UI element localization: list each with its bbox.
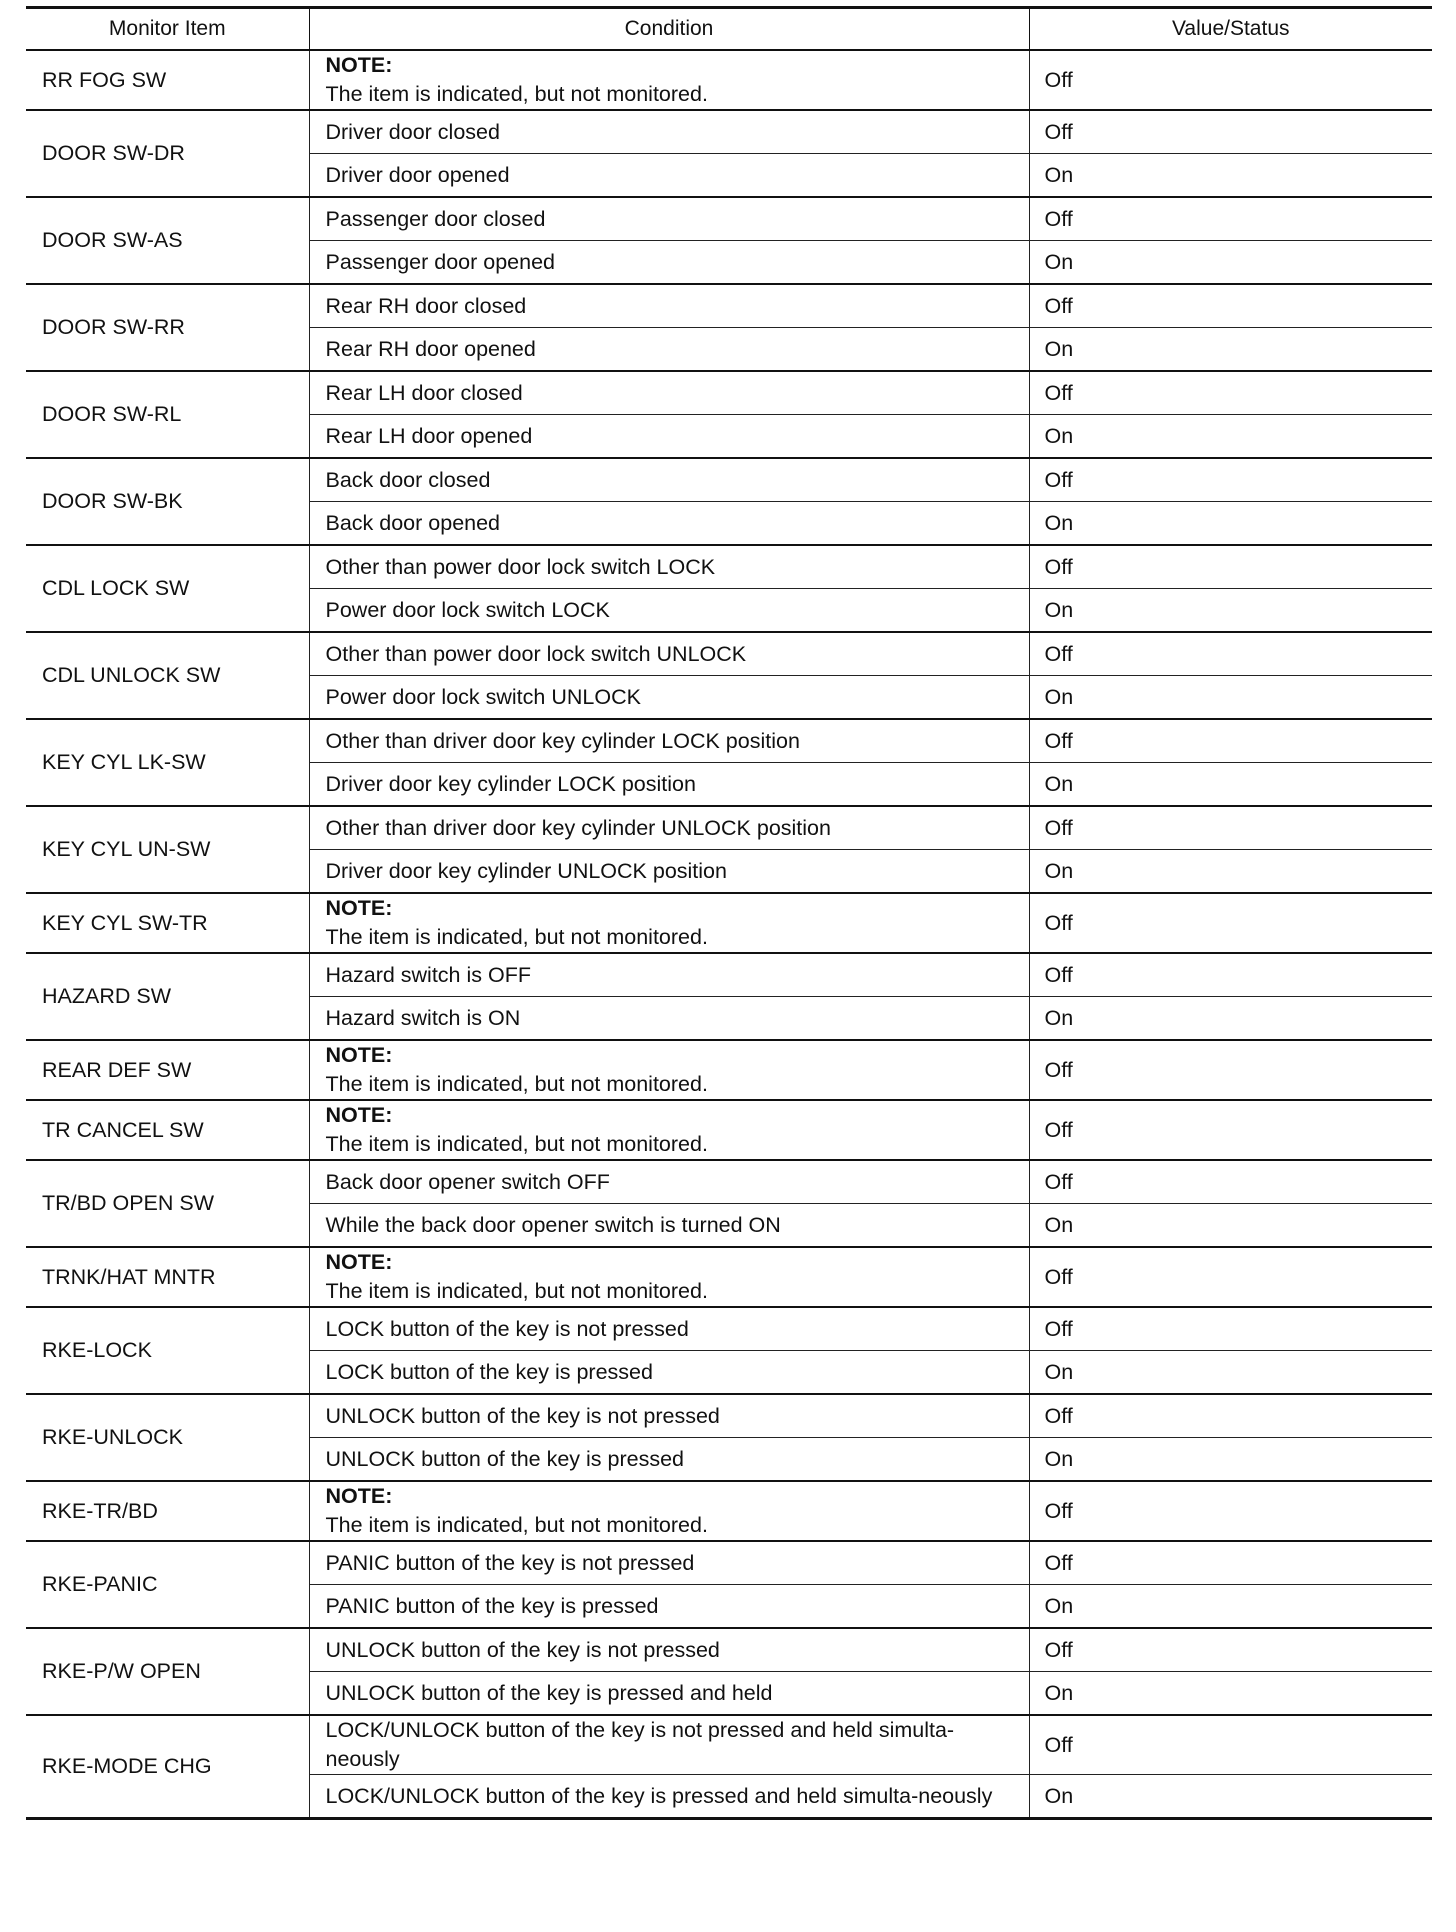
table-row [26,197,1432,241]
value-status-cell: On [1029,328,1432,372]
value-status-cell: Off [1029,50,1432,110]
monitor-item-cell: KEY CYL UN-SW [26,806,309,893]
table-row [26,1160,1432,1204]
condition-cell: Rear RH door closed [309,284,1029,328]
condition-note-cell [309,50,1029,110]
condition-cell: Hazard switch is OFF [309,953,1029,997]
condition-cell: Driver door key cylinder LOCK position [309,763,1029,807]
value-status-cell: Off [1029,632,1432,676]
condition-cell: Other than power door lock switch UNLOCK [309,632,1029,676]
value-status-cell: On [1029,1775,1432,1819]
table-row [26,719,1432,763]
table-row [26,1394,1432,1438]
note-text: The item is indicated, but not monitored. [325,925,708,949]
note-label: NOTE: [325,1484,393,1508]
table-row [26,893,1432,953]
condition-cell: Back door closed [309,458,1029,502]
monitor-item-cell: DOOR SW-BK [26,458,309,545]
value-status-cell: Off [1029,953,1432,997]
value-status-cell: On [1029,1672,1432,1716]
condition-cell: Back door opened [309,502,1029,546]
header-condition: Condition [309,8,1029,51]
table-row [26,1247,1432,1307]
table-row [26,371,1432,415]
condition-cell: Other than driver door key cylinder UNLOCK position [309,806,1029,850]
value-status-cell: Off [1029,284,1432,328]
value-status-cell: On [1029,502,1432,546]
value-status-cell: Off [1029,110,1432,154]
table-row [26,1307,1432,1351]
monitor-item-sheet [26,6,1432,1820]
condition-cell: Passenger door opened [309,241,1029,285]
condition-cell: Back door opener switch OFF [309,1160,1029,1204]
table-row [26,284,1432,328]
monitor-item-cell: HAZARD SW [26,953,309,1040]
table-row [26,1715,1432,1775]
value-status-cell: Off [1029,1307,1432,1351]
value-status-cell: On [1029,154,1432,198]
condition-cell: Rear LH door closed [309,371,1029,415]
value-status-cell: Off [1029,1040,1432,1100]
value-status-cell: On [1029,1438,1432,1482]
condition-cell: Driver door opened [309,154,1029,198]
monitor-item-cell: REAR DEF SW [26,1040,309,1100]
table-row [26,110,1432,154]
condition-cell: LOCK button of the key is not pressed [309,1307,1029,1351]
header-value-status: Value/Status [1029,8,1432,51]
monitor-item-cell: KEY CYL SW-TR [26,893,309,953]
condition-cell: Power door lock switch LOCK [309,589,1029,633]
condition-note-cell [309,893,1029,953]
condition-cell: LOCK/UNLOCK button of the key is pressed and held simulta-neously [309,1775,1029,1819]
value-status-cell: On [1029,415,1432,459]
condition-cell: Power door lock switch UNLOCK [309,676,1029,720]
monitor-item-cell: DOOR SW-AS [26,197,309,284]
table-row [26,806,1432,850]
monitor-item-cell: DOOR SW-DR [26,110,309,197]
monitor-item-cell: TR CANCEL SW [26,1100,309,1160]
condition-cell: PANIC button of the key is not pressed [309,1541,1029,1585]
condition-cell: UNLOCK button of the key is pressed [309,1438,1029,1482]
value-status-cell: Off [1029,1715,1432,1775]
value-status-cell: Off [1029,197,1432,241]
note-text: The item is indicated, but not monitored. [325,1132,708,1156]
note-label: NOTE: [325,53,393,77]
condition-cell: Driver door key cylinder UNLOCK position [309,850,1029,894]
condition-cell: Driver door closed [309,110,1029,154]
condition-cell: UNLOCK button of the key is not pressed [309,1628,1029,1672]
monitor-item-cell: RR FOG SW [26,50,309,110]
value-status-cell: Off [1029,719,1432,763]
value-status-cell: Off [1029,1541,1432,1585]
value-status-cell: On [1029,997,1432,1041]
table-row [26,458,1432,502]
value-status-cell: Off [1029,371,1432,415]
note-label: NOTE: [325,1043,393,1067]
condition-note-cell [309,1247,1029,1307]
value-status-cell: On [1029,1585,1432,1629]
condition-cell: UNLOCK button of the key is not pressed [309,1394,1029,1438]
monitor-item-cell: RKE-MODE CHG [26,1715,309,1819]
table-row [26,545,1432,589]
note-text: The item is indicated, but not monitored. [325,1072,708,1096]
condition-cell: LOCK button of the key is pressed [309,1351,1029,1395]
note-label: NOTE: [325,896,393,920]
monitor-item-cell: DOOR SW-RL [26,371,309,458]
value-status-cell: Off [1029,1394,1432,1438]
condition-cell: Hazard switch is ON [309,997,1029,1041]
monitor-item-cell: TRNK/HAT MNTR [26,1247,309,1307]
table-body [26,50,1432,1819]
table-row [26,1481,1432,1541]
value-status-cell: On [1029,850,1432,894]
table-row [26,1040,1432,1100]
monitor-item-cell: RKE-LOCK [26,1307,309,1394]
note-text: The item is indicated, but not monitored. [325,82,708,106]
condition-cell: LOCK/UNLOCK button of the key is not pressed and held simulta-neously [309,1715,1029,1775]
value-status-cell: Off [1029,1100,1432,1160]
monitor-item-table [26,6,1432,1820]
value-status-cell: Off [1029,458,1432,502]
condition-note-cell [309,1481,1029,1541]
monitor-item-cell: RKE-PANIC [26,1541,309,1628]
value-status-cell: Off [1029,893,1432,953]
table-row [26,632,1432,676]
monitor-item-cell: TR/BD OPEN SW [26,1160,309,1247]
value-status-cell: Off [1029,545,1432,589]
value-status-cell: On [1029,589,1432,633]
note-label: NOTE: [325,1103,393,1127]
monitor-item-cell: CDL UNLOCK SW [26,632,309,719]
table-row [26,1541,1432,1585]
table-row [26,953,1432,997]
condition-note-cell [309,1040,1029,1100]
value-status-cell: Off [1029,1247,1432,1307]
condition-cell: Passenger door closed [309,197,1029,241]
condition-cell: UNLOCK button of the key is pressed and held [309,1672,1029,1716]
value-status-cell: On [1029,1204,1432,1248]
monitor-item-cell: DOOR SW-RR [26,284,309,371]
condition-cell: Other than power door lock switch LOCK [309,545,1029,589]
monitor-item-cell: RKE-UNLOCK [26,1394,309,1481]
header-monitor-item: Monitor Item [26,8,309,51]
value-status-cell: Off [1029,1160,1432,1204]
value-status-cell: On [1029,241,1432,285]
note-text: The item is indicated, but not monitored. [325,1279,708,1303]
value-status-cell: Off [1029,1481,1432,1541]
value-status-cell: Off [1029,1628,1432,1672]
monitor-item-cell: RKE-TR/BD [26,1481,309,1541]
value-status-cell: On [1029,676,1432,720]
table-header-row [26,8,1432,51]
value-status-cell: On [1029,763,1432,807]
value-status-cell: Off [1029,806,1432,850]
table-row [26,1628,1432,1672]
monitor-item-cell: KEY CYL LK-SW [26,719,309,806]
table-row [26,50,1432,110]
condition-cell: While the back door opener switch is turned ON [309,1204,1029,1248]
value-status-cell: On [1029,1351,1432,1395]
condition-cell: Rear LH door opened [309,415,1029,459]
monitor-item-cell: RKE-P/W OPEN [26,1628,309,1715]
monitor-item-cell: CDL LOCK SW [26,545,309,632]
note-label: NOTE: [325,1250,393,1274]
table-row [26,1100,1432,1160]
note-text: The item is indicated, but not monitored. [325,1513,708,1537]
condition-cell: PANIC button of the key is pressed [309,1585,1029,1629]
condition-cell: Other than driver door key cylinder LOCK position [309,719,1029,763]
condition-cell: Rear RH door opened [309,328,1029,372]
condition-note-cell [309,1100,1029,1160]
